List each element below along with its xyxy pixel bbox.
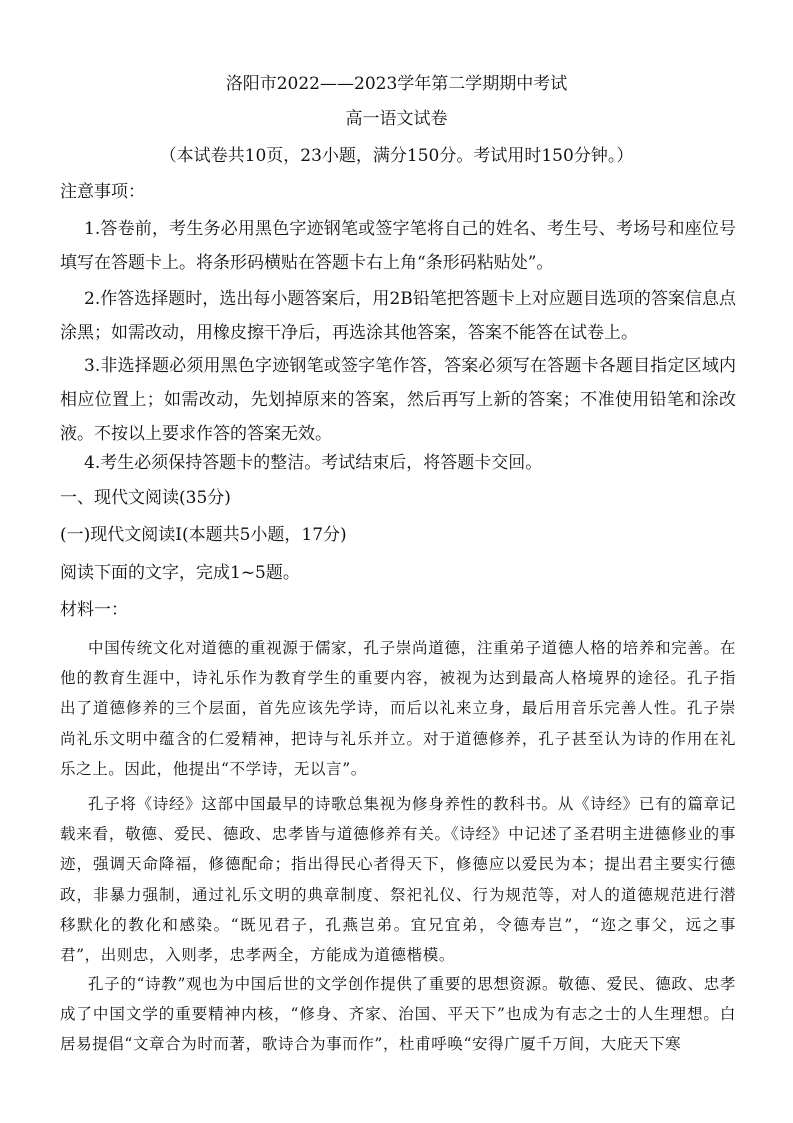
instruction-item-4: 4.考生必须保持答题卡的整洁。考试结束后，将答题卡交回。 <box>84 453 543 473</box>
instruction-item-1: 1.答卷前，考生务必用黑色字迹钢笔或签字笔将自己的姓名、考生号、考场号和座位号填写在答题卡上。将条形码横贴在答题卡右上角“条形码粘贴处”。 <box>60 219 736 273</box>
section-subheading: (一)现代文阅读Ⅰ(本题共5小题，17分) <box>60 525 347 545</box>
reading-prompt: 阅读下面的文字，完成1~5题。 <box>60 563 300 583</box>
exam-title: 洛阳市2022——2023学年第二学期期中考试 <box>225 74 568 94</box>
passage-paragraph-1: 中国传统文化对道德的重视源于儒家，孔子崇尚道德，注重弟子道德人格的培养和完善。在他的教育生涯中，诗礼乐作为教育学生的重要内容，被视为达到最高人格境界的途径。孔子指出了道德修养的三个层面，首先应该先学诗，而后以礼来立身，最后用音乐完善人性。孔子崇尚礼乐文明中蕴含的仁爱精神，把诗与礼乐并立。对于道德修养，孔子甚至认为诗的作用在礼乐之上。因此，他提出“不学诗，无以言”。 <box>60 639 736 778</box>
section-heading: 一、现代文阅读(35分) <box>60 488 231 508</box>
instruction-item-2: 2.作答选择题时，选出每小题答案后，用2B铅笔把答题卡上对应题目选项的答案信息点涂黑；如需改动，用橡皮擦干净后，再选涂其他答案，答案不能答在试卷上。 <box>60 289 736 343</box>
passage-paragraph-3: 孔子的“诗教”观也为中国后世的文学创作提供了重要的思想资源。敬德、爱民、德政、忠孝成了中国文学的重要精神内核，“修身、齐家、治国、平天下”也成为有志之士的人生理想。白居易提倡“文章合为时而著，歌诗合为事而作”，杜甫呼唤“安得广厦千万间，大庇天下寒 <box>60 975 736 1054</box>
instruction-item-3: 3.非选择题必须用黑色字迹钢笔或签字笔作答，答案必须写在答题卡各题目指定区域内相应位置上；如需改动，先划掉原来的答案，然后再写上新的答案；不准使用铅笔和涂改液。不按以上要求作答的答案无效。 <box>60 356 736 444</box>
passage-paragraph-2: 孔子将《诗经》这部中国最早的诗歌总集视为修身养性的教科书。从《诗经》已有的篇章记载来看，敬德、爱民、德政、忠孝皆与道德修养有关。《诗经》中记述了圣君明主进德修业的事迹，强调天命降福，修德配命；指出得民心者得天下，修德应以爱民为本；提出君主要实行德政，非暴力强制，通过礼乐文明的典章制度、祭祀礼仪、行为规范等，对人的道德规范进行潜移默化的教化和感染。“既见君子，孔燕岂弟。宜兄宜弟，令德寿岂”，“迩之事父，远之事君”，出则忠，入则孝，忠孝两全，方能成为道德楷模。 <box>60 795 736 965</box>
material-label: 材料一： <box>60 600 128 620</box>
instructions-heading: 注意事项： <box>60 182 145 202</box>
exam-note: （本试卷共10页，23小题，满分150分。考试用时150分钟。） <box>159 146 634 166</box>
exam-subtitle: 高一语文试卷 <box>345 109 448 129</box>
